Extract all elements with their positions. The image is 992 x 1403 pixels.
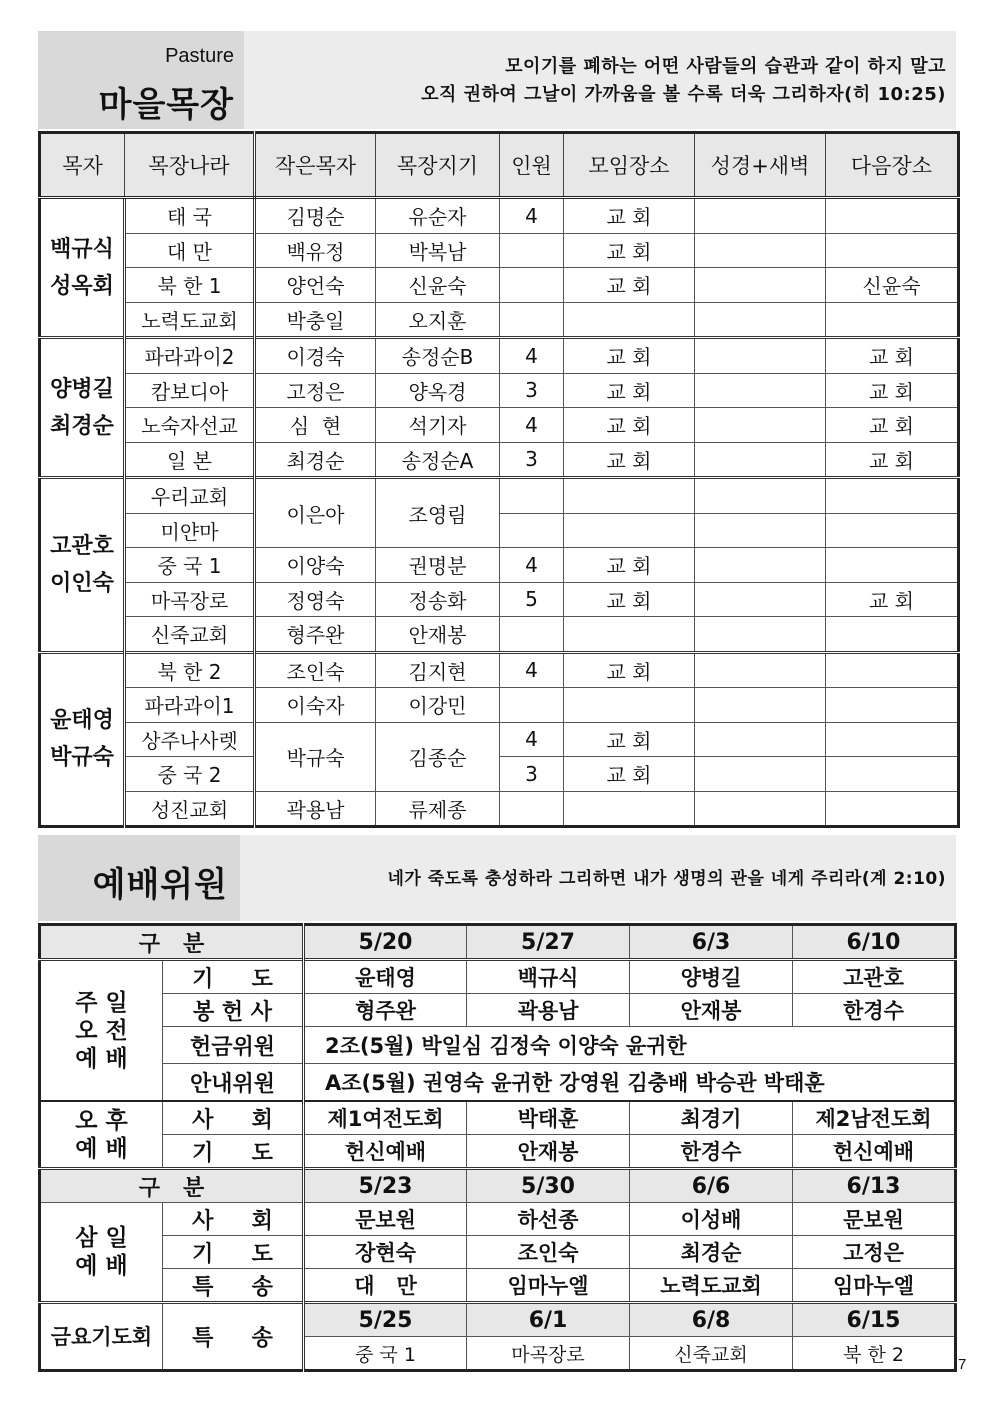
date-cell: 6/15 <box>793 1303 956 1337</box>
table-row <box>40 513 959 548</box>
date-cell: 5/25 <box>304 1303 467 1337</box>
worship-title: 예배위원 <box>92 865 228 905</box>
small-pastor-cell: 이양숙 <box>255 548 376 583</box>
next-cell <box>826 617 959 653</box>
assignment-cell: 제1여전도회 <box>304 1101 467 1135</box>
bible-cell <box>695 548 826 583</box>
count-cell: 4 <box>500 408 564 443</box>
assignment-cell: 임마누엘 <box>793 1269 956 1303</box>
table-row <box>40 338 959 374</box>
pasture-verse-line1: 모이기를 폐하는 어떤 사람들의 습관과 같이 하지 말고 <box>505 56 946 77</box>
table-row <box>40 233 959 268</box>
small-pastor-cell: 조인숙 <box>255 652 376 688</box>
place-cell <box>564 302 695 338</box>
pasture-header-row <box>40 133 959 198</box>
assignment-cell: 최경순 <box>630 1236 793 1269</box>
count-cell: 3 <box>500 757 564 792</box>
assignment-cell: 조인숙 <box>467 1236 630 1269</box>
small-pastor-cell: 심 현 <box>255 408 376 443</box>
country-cell: 미얀마 <box>125 513 255 548</box>
bible-cell <box>695 617 826 653</box>
place-cell: 교 회 <box>564 233 695 268</box>
table-row <box>40 1303 956 1337</box>
small-pastor-cell: 고정은 <box>255 373 376 408</box>
bible-cell <box>695 652 826 688</box>
keeper-cell: 석기자 <box>376 408 500 443</box>
keeper-cell: 조영림 <box>376 478 500 548</box>
bible-cell <box>695 373 826 408</box>
next-cell: 교 회 <box>826 373 959 408</box>
bible-cell <box>695 442 826 478</box>
assignment-cell: 한경수 <box>793 994 956 1027</box>
assignment-cell: 장현숙 <box>304 1236 467 1269</box>
country-cell: 우리교회 <box>125 478 255 514</box>
table-row <box>40 442 959 478</box>
table-row <box>40 373 959 408</box>
assignment-cell: 박태훈 <box>467 1101 630 1135</box>
next-cell: 교 회 <box>826 442 959 478</box>
date-cell: 5/23 <box>304 1169 467 1203</box>
assignment-cell: 곽용남 <box>467 994 630 1027</box>
count-cell: 5 <box>500 582 564 617</box>
assignment-cell: 하선종 <box>467 1203 630 1236</box>
place-cell: 교 회 <box>564 722 695 757</box>
bible-cell <box>695 757 826 792</box>
worship-header <box>38 835 956 921</box>
next-cell <box>826 478 959 514</box>
place-cell: 교 회 <box>564 373 695 408</box>
place-cell <box>564 688 695 723</box>
sunday-pm-category: 오 후 예 배 <box>40 1101 163 1169</box>
keeper-cell: 김지현 <box>376 652 500 688</box>
place-cell: 교 회 <box>564 268 695 303</box>
table-row <box>40 617 959 653</box>
bible-cell <box>695 338 826 374</box>
table-row <box>40 1101 956 1135</box>
keeper-cell: 오지훈 <box>376 302 500 338</box>
assignment-cell: 대 만 <box>304 1269 467 1303</box>
country-cell: 신죽교회 <box>125 617 255 653</box>
next-cell <box>826 652 959 688</box>
place-cell: 교 회 <box>564 582 695 617</box>
next-cell: 교 회 <box>826 408 959 443</box>
place-cell <box>564 791 695 827</box>
table-row <box>40 408 959 443</box>
next-cell: 교 회 <box>826 338 959 374</box>
pasture-label-en: Pasture <box>165 45 234 67</box>
next-cell <box>826 791 959 827</box>
role-label: 사 회 <box>163 1203 304 1236</box>
keeper-cell: 김종순 <box>376 722 500 791</box>
assignment-cell: 안재봉 <box>467 1135 630 1169</box>
col-header-country: 목장나라 <box>125 133 255 198</box>
keeper-cell: 류제종 <box>376 791 500 827</box>
small-pastor-cell: 곽용남 <box>255 791 376 827</box>
page-number: 7 <box>958 1356 967 1373</box>
keeper-cell: 박복남 <box>376 233 500 268</box>
assignment-cell: 형주완 <box>304 994 467 1027</box>
sunday-am-category: 주 일 오 전 예 배 <box>40 960 163 1102</box>
country-cell: 대 만 <box>125 233 255 268</box>
count-cell <box>500 478 564 514</box>
assignment-cell: 노력도교회 <box>630 1269 793 1303</box>
keeper-cell: 이강민 <box>376 688 500 723</box>
country-cell: 노력도교회 <box>125 302 255 338</box>
keeper-cell: 송정순A <box>376 442 500 478</box>
role-label: 특 송 <box>163 1269 304 1303</box>
date-cell: 6/3 <box>630 925 793 960</box>
small-pastor-cell: 정영숙 <box>255 582 376 617</box>
count-cell <box>500 617 564 653</box>
table-row <box>40 960 956 994</box>
assignment-cell: 제2남전도회 <box>793 1101 956 1135</box>
count-cell: 4 <box>500 548 564 583</box>
pastor-cell: 고관호 이인숙 <box>40 478 125 653</box>
place-cell: 교 회 <box>564 408 695 443</box>
date-cell: 6/10 <box>793 925 956 960</box>
role-label: 사 회 <box>163 1101 304 1135</box>
count-cell <box>500 233 564 268</box>
worship-table <box>38 923 957 1372</box>
small-pastor-cell: 형주완 <box>255 617 376 653</box>
place-cell: 교 회 <box>564 338 695 374</box>
role-label: 기 도 <box>163 1236 304 1269</box>
role-label: 봉 헌 사 <box>163 994 304 1027</box>
small-pastor-cell: 양언숙 <box>255 268 376 303</box>
keeper-cell: 유순자 <box>376 198 500 234</box>
table-row <box>40 302 959 338</box>
pasture-table <box>38 131 960 828</box>
count-cell: 3 <box>500 442 564 478</box>
place-cell: 교 회 <box>564 442 695 478</box>
division-label: 구 분 <box>40 925 304 960</box>
keeper-cell: 양옥경 <box>376 373 500 408</box>
count-cell <box>500 268 564 303</box>
col-header-next: 다음장소 <box>826 133 959 198</box>
bible-cell <box>695 791 826 827</box>
next-cell: 신윤숙 <box>826 268 959 303</box>
small-pastor-cell: 박충일 <box>255 302 376 338</box>
bible-cell <box>695 198 826 234</box>
next-cell <box>826 198 959 234</box>
assignment-cell: 이성배 <box>630 1203 793 1236</box>
pasture-verse-line2: 오직 권하여 그날이 가까움을 볼 수록 더욱 그리하자(히 10:25) <box>421 84 946 105</box>
pastor-cell: 윤태영 박규숙 <box>40 652 125 827</box>
count-cell <box>500 791 564 827</box>
country-cell: 태 국 <box>125 198 255 234</box>
table-row <box>40 1203 956 1236</box>
assignment-cell: 안재봉 <box>630 994 793 1027</box>
usher-cell: A조(5월) 권영숙 윤귀한 강영원 김충배 박승관 박태훈 <box>304 1064 956 1102</box>
offering-committee-cell: 2조(5월) 박일심 김정숙 이양숙 윤귀한 <box>304 1027 956 1064</box>
small-pastor-cell: 최경순 <box>255 442 376 478</box>
role-label: 기 도 <box>163 1135 304 1169</box>
country-cell: 북 한 1 <box>125 268 255 303</box>
assignment-cell: 문보원 <box>793 1203 956 1236</box>
place-cell <box>564 478 695 514</box>
date-cell: 6/13 <box>793 1169 956 1203</box>
sunday-date-row <box>40 925 956 960</box>
pastor-cell: 양병길 최경순 <box>40 338 125 478</box>
small-pastor-cell: 백유정 <box>255 233 376 268</box>
col-header-count: 인원 <box>500 133 564 198</box>
assignment-cell: 북 한 2 <box>793 1337 956 1371</box>
table-row <box>40 1027 956 1064</box>
assignment-cell: 고관호 <box>793 960 956 994</box>
place-cell: 교 회 <box>564 548 695 583</box>
date-cell: 6/1 <box>467 1303 630 1337</box>
table-row <box>40 1064 956 1102</box>
table-row <box>40 1135 956 1169</box>
country-cell: 노숙자선교 <box>125 408 255 443</box>
small-pastor-cell: 김명순 <box>255 198 376 234</box>
date-cell: 5/27 <box>467 925 630 960</box>
count-cell <box>500 688 564 723</box>
keeper-cell: 신윤숙 <box>376 268 500 303</box>
small-pastor-cell: 박규숙 <box>255 722 376 791</box>
country-cell: 성진교회 <box>125 791 255 827</box>
pasture-title: 마을목장 <box>98 85 234 125</box>
wednesday-category: 삼 일 예 배 <box>40 1203 163 1303</box>
col-header-bible: 성경+새벽 <box>695 133 826 198</box>
next-cell: 교 회 <box>826 582 959 617</box>
pasture-title-box <box>38 31 244 129</box>
date-cell: 5/20 <box>304 925 467 960</box>
role-label: 특 송 <box>163 1303 304 1371</box>
count-cell: 4 <box>500 652 564 688</box>
assignment-cell: 최경기 <box>630 1101 793 1135</box>
role-label: 기 도 <box>163 960 304 994</box>
assignment-cell: 헌신예배 <box>304 1135 467 1169</box>
country-cell: 파라과이2 <box>125 338 255 374</box>
keeper-cell: 안재봉 <box>376 617 500 653</box>
bible-cell <box>695 582 826 617</box>
assignment-cell: 신죽교회 <box>630 1337 793 1371</box>
table-row <box>40 688 959 723</box>
bible-cell <box>695 408 826 443</box>
pasture-header <box>38 31 956 129</box>
table-row <box>40 548 959 583</box>
next-cell <box>826 757 959 792</box>
small-pastor-cell: 이은아 <box>255 478 376 548</box>
bible-cell <box>695 302 826 338</box>
table-row <box>40 478 959 514</box>
count-cell: 3 <box>500 373 564 408</box>
assignment-cell: 마곡장로 <box>467 1337 630 1371</box>
bible-cell <box>695 233 826 268</box>
table-row <box>40 757 959 792</box>
division-label: 구 분 <box>40 1169 304 1203</box>
country-cell: 일 본 <box>125 442 255 478</box>
next-cell <box>826 302 959 338</box>
keeper-cell: 정송화 <box>376 582 500 617</box>
col-header-small-pastor: 작은목자 <box>255 133 376 198</box>
bible-cell <box>695 722 826 757</box>
assignment-cell: 임마누엘 <box>467 1269 630 1303</box>
date-cell: 5/30 <box>467 1169 630 1203</box>
place-cell: 교 회 <box>564 757 695 792</box>
next-cell <box>826 548 959 583</box>
count-cell <box>500 513 564 548</box>
worship-title-box <box>38 835 240 921</box>
table-row <box>40 652 959 688</box>
country-cell: 북 한 2 <box>125 652 255 688</box>
country-cell: 마곡장로 <box>125 582 255 617</box>
next-cell <box>826 722 959 757</box>
assignment-cell: 한경수 <box>630 1135 793 1169</box>
table-row <box>40 1236 956 1269</box>
country-cell: 파라과이1 <box>125 688 255 723</box>
keeper-cell: 송정순B <box>376 338 500 374</box>
worship-verse: 네가 죽도록 충성하라 그리하면 내가 생명의 관을 네게 주리라(계 2:10) <box>387 869 946 889</box>
table-row <box>40 268 959 303</box>
date-cell: 6/8 <box>630 1303 793 1337</box>
col-header-place: 모임장소 <box>564 133 695 198</box>
place-cell: 교 회 <box>564 652 695 688</box>
friday-category: 금요기도회 <box>40 1303 163 1371</box>
table-row <box>40 582 959 617</box>
table-row <box>40 791 959 827</box>
small-pastor-cell: 이숙자 <box>255 688 376 723</box>
assignment-cell: 양병길 <box>630 960 793 994</box>
col-header-keeper: 목장지기 <box>376 133 500 198</box>
pasture-verse <box>421 53 946 109</box>
assignment-cell: 중 국 1 <box>304 1337 467 1371</box>
place-cell <box>564 617 695 653</box>
bible-cell <box>695 478 826 514</box>
keeper-cell: 권명분 <box>376 548 500 583</box>
role-label: 안내위원 <box>163 1064 304 1102</box>
country-cell: 중 국 2 <box>125 757 255 792</box>
assignment-cell: 문보원 <box>304 1203 467 1236</box>
count-cell: 4 <box>500 198 564 234</box>
role-label: 헌금위원 <box>163 1027 304 1064</box>
col-header-pastor: 목자 <box>40 133 125 198</box>
next-cell <box>826 513 959 548</box>
table-row <box>40 1269 956 1303</box>
wednesday-date-row <box>40 1169 956 1203</box>
table-row <box>40 994 956 1027</box>
assignment-cell: 백규식 <box>467 960 630 994</box>
next-cell <box>826 233 959 268</box>
date-cell: 6/6 <box>630 1169 793 1203</box>
place-cell <box>564 513 695 548</box>
assignment-cell: 윤태영 <box>304 960 467 994</box>
place-cell: 교 회 <box>564 198 695 234</box>
count-cell: 4 <box>500 722 564 757</box>
pastor-cell: 백규식 성옥회 <box>40 198 125 338</box>
country-cell: 중 국 1 <box>125 548 255 583</box>
count-cell <box>500 302 564 338</box>
bible-cell <box>695 513 826 548</box>
country-cell: 상주나사렛 <box>125 722 255 757</box>
assignment-cell: 헌신예배 <box>793 1135 956 1169</box>
assignment-cell: 고정은 <box>793 1236 956 1269</box>
country-cell: 캄보디아 <box>125 373 255 408</box>
count-cell: 4 <box>500 338 564 374</box>
bible-cell <box>695 268 826 303</box>
small-pastor-cell: 이경숙 <box>255 338 376 374</box>
table-row <box>40 722 959 757</box>
next-cell <box>826 688 959 723</box>
table-row <box>40 198 959 234</box>
bible-cell <box>695 688 826 723</box>
